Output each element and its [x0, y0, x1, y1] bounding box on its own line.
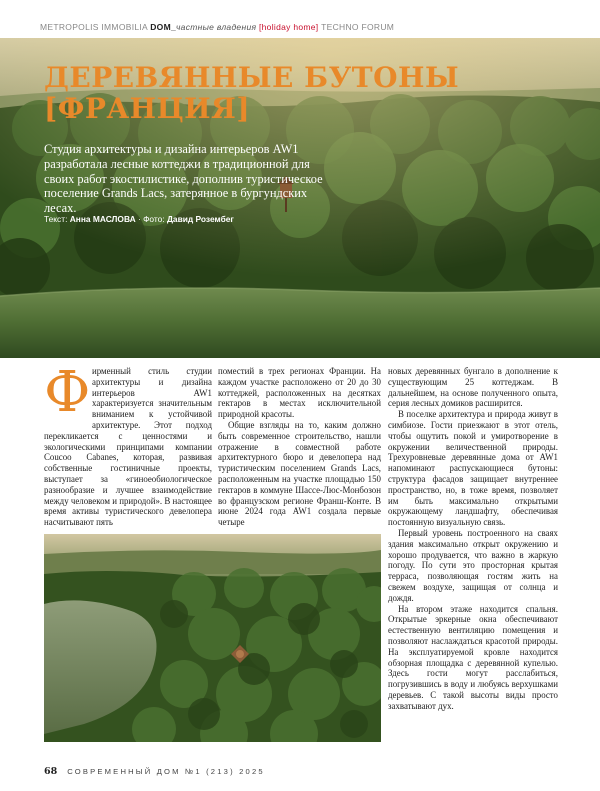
col1-paragraph-1 [44, 360, 212, 528]
header-section-private: частные владения [175, 22, 259, 32]
col3-paragraph-2: В поселке архитектура и природа живут в симбиозе. Гости приезжают в этот отель, чтобы ощутить покой и умиротворение в окружении величественной природы. Трехуровневые деревянные дома от AW1 напоминают распускающиеся бутоны: структура фасадов защищает внутреннее пространство, но, в тоже время, позволяет им быть максимально открытыми окружающему ландшафту, обеспечивая постоянную визуальную связь. [388, 409, 558, 528]
credits-photographer: Давид Розембег [166, 214, 234, 224]
page-footer [44, 766, 444, 777]
header-section-metropolis: METROPOLIS IMMOBILIA [40, 22, 151, 32]
magazine-issue: СОВРЕМЕННЫЙ ДОМ №1 (213) 2025 [67, 767, 265, 776]
aerial-forest-illustration [44, 534, 381, 742]
article-credits [44, 214, 344, 224]
page-number: 68 [44, 766, 58, 777]
article-column-1 [44, 360, 212, 528]
col2-paragraph-2: Общие взгляды на то, каким должно быть современное строительство, нашли отражение в совместной работе архитектурного бюро и девелопера над туристическим поселением Grands Lacs, расположенным на участке площадью 150 гектаров в коммуне Шассе-Люс-Монбозон во французском регионе Франш-Конте. В июне 2024 года AW1 создала первые четыре [218, 419, 381, 528]
credits-author: Анна МАСЛОВА [69, 214, 136, 224]
article-column-3 [388, 366, 558, 712]
col3-paragraph-4: На втором этаже находится спальня. Открытые эркерные окна обеспечивают естественную вентиляцию помещения и позволяют наслаждаться красотой природы. На эксплуатируемой кровле находится обзорная площадка с деревянной купелью. Здесь гости могут расслабиться, погрузившись в воду и любуясь верхушками деревьев. С такой высоты виды просто захватывают дух. [388, 603, 558, 711]
aerial-forest-photo [44, 534, 381, 742]
credits-text-label: Текст: [44, 214, 70, 224]
article-column-2 [218, 366, 381, 528]
col3-paragraph-3: Первый уровень построенного на сваях здания максимально открыт окружению и хорошо продувается, что важно в жаркую погоду. По сути это просторная крытая терраса, позволяющая гостям жить на свежем воздухе, защищая от солнца и дождя. [388, 527, 558, 603]
col3-paragraph-1: новых деревянных бунгало в дополнение к существующим 25 коттеджам. В дальнейшем, на основе полученного опыта, серия лесных домиков расширится. [388, 366, 558, 409]
article-lead: Студия архитектуры и дизайна интерьеров AW1 разработала лесные коттеджи в традиционной для своих работ экостилистике, дополнив туристическое поселение Grands Lacs, затерянное в бургундских лесах. [44, 142, 323, 216]
dropcap-letter: Ф [44, 360, 91, 425]
credits-photo-label: · Фото: [135, 214, 167, 224]
header-section-dom: DOM_ [150, 22, 176, 32]
col2-paragraph-1: поместий в трех регионах Франции. На каждом участке расположено от 20 до 30 коттеджей, расположенных на десятках гектаров в местах исключительной природной красоты. [218, 366, 381, 420]
article-title: ДЕРЕВЯННЫЕ БУТОНЫ [ФРАНЦИЯ] [44, 61, 460, 125]
header-section-techno-forum: TECHNO FORUM [318, 22, 395, 32]
header-section-holiday-home: [holiday home] [258, 22, 319, 32]
magazine-section-header [0, 0, 600, 38]
col1-paragraph-1-text: ирменный стиль студии архитектуры и дизайна интерьеров AW1 характеризуется значительным вниманием к устойчивой архитектуре. Этот подход перекликается с ценностями и экологическими принципами компании Coucoo Cabanes, которая, развивая собственные гостиничные проекты, выступает за «гиноеобиологическое разнообразие и лучшее взаимодействие между человеком и природой». В настоящее время активы туристического девелопера насчитывают пять [44, 366, 212, 528]
